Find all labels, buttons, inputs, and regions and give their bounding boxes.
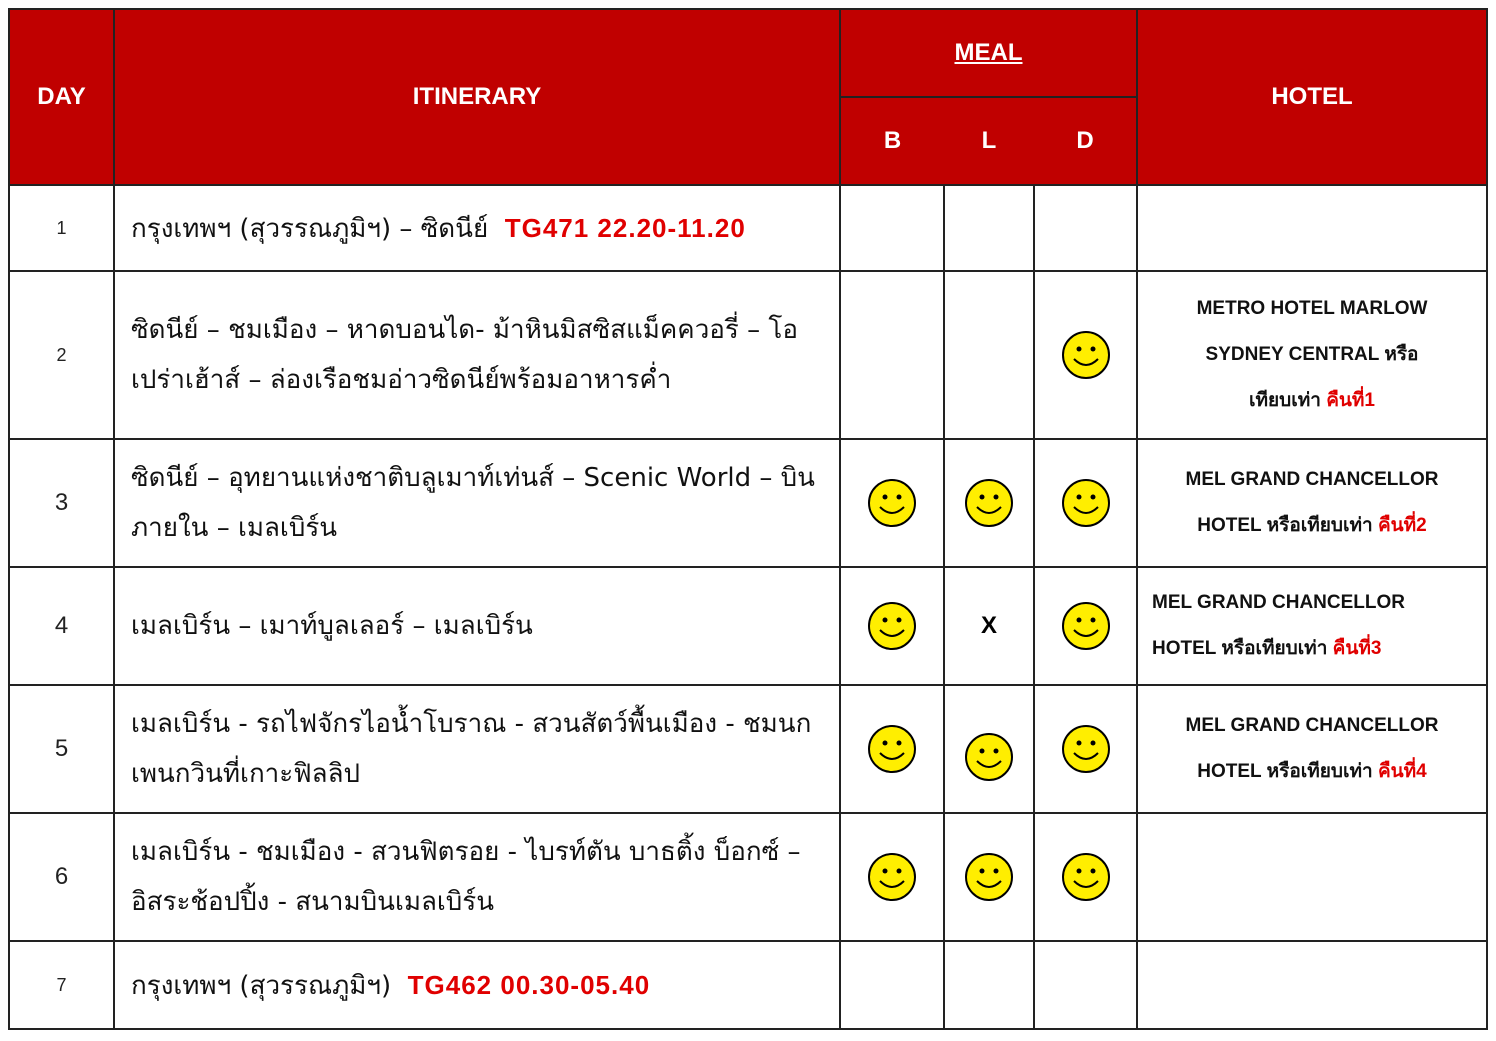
hotel-equivalent <box>1146 378 1478 424</box>
day-number: 4 <box>9 567 114 685</box>
meal-lunch <box>944 813 1034 941</box>
table-row <box>9 685 1487 813</box>
table-row <box>9 813 1487 941</box>
itinerary-text <box>114 185 840 271</box>
meal-lunch <box>944 271 1034 439</box>
hotel-name: METRO HOTEL MARLOW <box>1196 298 1428 319</box>
day-header: DAY <box>9 9 114 185</box>
night-label: คืนที่1 <box>1326 390 1375 411</box>
table-row <box>9 567 1487 685</box>
table-row <box>9 941 1487 1029</box>
meal-breakfast-header: B <box>840 97 944 185</box>
meal-dinner <box>1034 567 1137 685</box>
itinerary-route: กรุงเทพฯ (สุวรรณภูมิฯ) – ซิดนีย์ <box>131 213 489 244</box>
meal-lunch <box>944 185 1034 271</box>
itinerary-route: กรุงเทพฯ (สุวรรณภูมิฯ) <box>131 970 392 1001</box>
itinerary-text: เมลเบิร์น – เมาท์บูลเลอร์ – เมลเบิร์น <box>114 567 840 685</box>
hotel-name: MEL GRAND CHANCELLOR <box>1152 592 1405 613</box>
smiley-icon <box>867 724 917 774</box>
hotel-info <box>1137 941 1487 1029</box>
meal-dinner <box>1034 439 1137 567</box>
meal-breakfast <box>840 185 944 271</box>
table-row <box>9 185 1487 271</box>
smiley-icon <box>964 852 1014 902</box>
meal-lunch <box>944 567 1034 685</box>
meal-lunch <box>944 941 1034 1029</box>
day-number: 1 <box>9 185 114 271</box>
itinerary-text: เมลเบิร์น - รถไฟจักรไอน้ำโบราณ - สวนสัตว์พื้นเมือง - ชมนกเพนกวินที่เกาะฟิลลิป <box>114 685 840 813</box>
day-number: 7 <box>9 941 114 1029</box>
hotel-info <box>1137 185 1487 271</box>
itinerary-text <box>114 941 840 1029</box>
meal-header-label: MEAL <box>954 39 1023 66</box>
smiley-icon <box>867 478 917 528</box>
meal-lunch <box>944 685 1034 813</box>
meal-breakfast <box>840 685 944 813</box>
hotel-header: HOTEL <box>1137 9 1487 185</box>
night-label: คืนที่3 <box>1332 638 1382 659</box>
itinerary-text: ซิดนีย์ – อุทยานแห่งชาติบลูเมาท์เท่นส์ – Scenic World – บินภายใน – เมลเบิร์น <box>114 439 840 567</box>
smiley-icon <box>1061 330 1111 380</box>
meal-dinner <box>1034 271 1137 439</box>
itinerary-table <box>8 8 1488 1030</box>
hotel-equivalent <box>1152 626 1478 672</box>
hotel-equivalent-label: HOTEL หรือเทียบเท่า <box>1152 638 1328 659</box>
meal-breakfast <box>840 813 944 941</box>
hotel-equivalent <box>1146 749 1478 795</box>
hotel-info <box>1137 271 1487 439</box>
smiley-icon <box>964 478 1014 528</box>
meal-dinner-header: D <box>1034 97 1137 185</box>
meal-dinner <box>1034 185 1137 271</box>
day-number: 5 <box>9 685 114 813</box>
smiley-icon <box>964 732 1014 782</box>
hotel-info <box>1137 439 1487 567</box>
night-label: คืนที่2 <box>1377 515 1427 536</box>
day-number: 6 <box>9 813 114 941</box>
hotel-equivalent-label: HOTEL หรือเทียบเท่า <box>1197 515 1373 536</box>
meal-dinner <box>1034 813 1137 941</box>
flight-info: TG462 00.30-05.40 <box>407 969 651 1000</box>
meal-breakfast <box>840 941 944 1029</box>
hotel-name-cont: SYDNEY CENTRAL หรือ <box>1205 344 1419 365</box>
smiley-icon <box>1061 478 1111 528</box>
smiley-icon <box>1061 724 1111 774</box>
day-number: 2 <box>9 271 114 439</box>
hotel-name: MEL GRAND CHANCELLOR <box>1185 715 1439 736</box>
hotel-name: MEL GRAND CHANCELLOR <box>1185 469 1439 490</box>
smiley-icon <box>1061 601 1111 651</box>
hotel-equivalent-label: HOTEL หรือเทียบเท่า <box>1197 761 1373 782</box>
smiley-icon <box>867 601 917 651</box>
hotel-info <box>1137 567 1487 685</box>
hotel-equivalent <box>1146 503 1478 549</box>
itinerary-header: ITINERARY <box>114 9 840 185</box>
table-row <box>9 271 1487 439</box>
itinerary-text: ซิดนีย์ – ชมเมือง – หาดบอนได- ม้าหินมิสซิสแม็คควอรี่ – โอเปร่าเฮ้าส์ – ล่องเรือชมอ่าวซิดนีย์พร้อมอาหารค่ำ <box>114 271 840 439</box>
night-label: คืนที่4 <box>1377 761 1427 782</box>
no-meal-mark: X <box>980 612 997 639</box>
smiley-icon <box>1061 852 1111 902</box>
hotel-info <box>1137 813 1487 941</box>
meal-dinner <box>1034 685 1137 813</box>
meal-breakfast <box>840 567 944 685</box>
meal-dinner <box>1034 941 1137 1029</box>
meal-lunch-header: L <box>944 97 1034 185</box>
hotel-info <box>1137 685 1487 813</box>
meal-breakfast <box>840 439 944 567</box>
hotel-equivalent-label: เทียบเท่า <box>1249 390 1321 411</box>
meal-breakfast <box>840 271 944 439</box>
smiley-icon <box>867 852 917 902</box>
meal-header <box>840 9 1137 97</box>
itinerary-text: เมลเบิร์น - ชมเมือง - สวนฟิตรอย - ไบรท์ตัน บาธติ้ง บ็อกซ์ – อิสระช้อปปิ้ง - สนามบินเมลเบิร์น <box>114 813 840 941</box>
day-number: 3 <box>9 439 114 567</box>
flight-info: TG471 22.20-11.20 <box>504 212 746 243</box>
meal-lunch <box>944 439 1034 567</box>
table-row <box>9 439 1487 567</box>
